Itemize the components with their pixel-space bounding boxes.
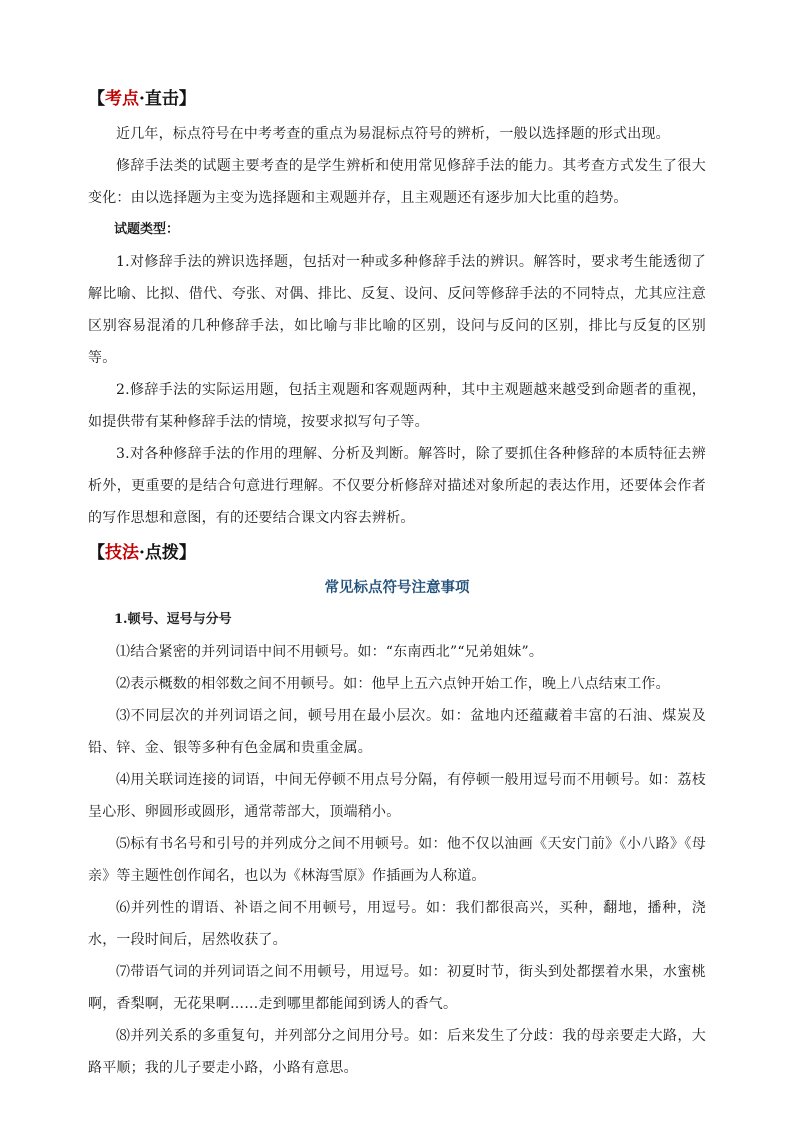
- punctuation-rule-item: ⑶不同层次的并列词语之间，顿号用在最小层次。如：盆地内还蕴藏着丰富的石油、煤炭及铅、锌、金、银等多种有色金属和贵重金属。: [88, 708, 706, 756]
- punctuation-rule-item: ⑸标有书名号和引号的并列成分之间不用顿号。如：他不仅以油画《天安门前》《小八路》《母亲》等主题性创作闻名，也以为《林海雪原》作插画为人称道。: [88, 836, 706, 884]
- bracket-open: 【: [88, 543, 105, 563]
- bracket-close: 】: [178, 89, 196, 109]
- heading-keyword: 考点: [105, 89, 139, 109]
- question-type-item: 1.对修辞手法的辨识选择题，包括对一种或多种修辞手法的辨识。解答时，要求考生能透彻了解比喻、比拟、借代、夸张、对偶、排比、反复、设问、反问等修辞手法的不同特点，尤其应注意区别容易混淆的几种修辞手法，如比喻与非比喻的区别，设问与反问的区别，排比与反复的区别等。: [88, 254, 706, 366]
- bracket-close: 】: [178, 543, 196, 563]
- bracket-open: 【: [88, 89, 105, 109]
- heading-keyword: 技法: [105, 543, 139, 563]
- subheading-question-types: 试题类型：: [114, 222, 180, 237]
- punctuation-rule-item: ⑹并列性的谓语、补语之间不用顿号，用逗号。如：我们都很高兴，买种，翻地，播种，浇水，一段时间后，居然收获了。: [88, 900, 706, 948]
- question-type-item: 2.修辞手法的实际运用题，包括主观题和客观题两种，其中主观题越来越受到命题者的重视，如提供带有某种修辞手法的情境，按要求拟写句子等。: [88, 382, 706, 430]
- heading-rest: ·直击: [139, 89, 179, 109]
- punctuation-rule-item: ⑷用关联词连接的词语，中间无停顿不用点号分隔，有停顿一般用逗号而不用顿号。如：荔枝呈心形、卵圆形或圆形，通常蒂部大，顶端稍小。: [88, 772, 706, 820]
- punctuation-rule-item: ⑵表示概数的相邻数之间不用顿号。如：他早上五六点钟开始工作，晚上八点结束工作。: [116, 676, 670, 692]
- document-content: [88, 82, 706, 1084]
- question-type-item: 3.对各种修辞手法的作用的理解、分析及判断。解答时，除了要抓住各种修辞的本质特征去辨析外，更重要的是结合句意进行理解。不仅要分析修辞对描述对象所起的表达作用，还要体会作者的写作思想和意图，有的还要结合课文内容去辨析。: [88, 446, 706, 526]
- subheading-punctuation: 1.顿号、逗号与分号: [114, 612, 232, 627]
- punctuation-rule-item: ⑴结合紧密的并列词语中间不用顿号。如：“东南西北”“兄弟姐妹”。: [116, 644, 544, 660]
- section-heading-kaodian: [88, 82, 706, 116]
- heading-rest: ·点拨: [139, 543, 179, 563]
- intro-paragraph: 近几年，标点符号在中考考查的重点为易混标点符号的辨析，一般以选择题的形式出现。: [116, 126, 670, 142]
- punctuation-rule-item: ⑺带语气词的并列词语之间不用顿号，用逗号。如：初夏时节，街头到处都摆着水果，水蜜桃啊，香梨啊，无花果啊……走到哪里都能闻到诱人的香气。: [88, 964, 706, 1012]
- intro-paragraph: 修辞手法类的试题主要考查的是学生辨析和使用常见修辞手法的能力。其考查方式发生了很大变化：由以选择题为主变为选择题和主观题并存，且主观题还有逐步加大比重的趋势。: [88, 158, 706, 206]
- punctuation-rule-item: ⑻并列关系的多重复句，并列部分之间用分号。如：后来发生了分歧：我的母亲要走大路，大路平顺；我的儿子要走小路，小路有意思。: [88, 1028, 706, 1076]
- center-title: 常见标点符号注意事项: [324, 579, 470, 596]
- section-heading-jifa: [88, 536, 706, 570]
